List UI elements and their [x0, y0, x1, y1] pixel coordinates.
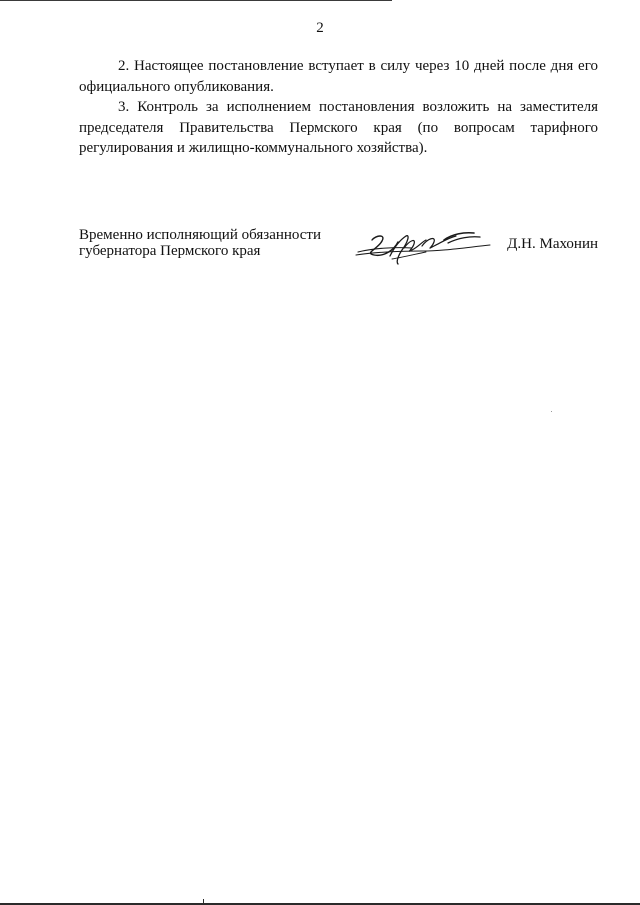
- signatory-position-line-2: губернатора Пермского края: [79, 243, 261, 259]
- signatory-name: Д.Н. Махонин: [507, 236, 598, 252]
- paragraph-3: 3. Контроль за исполнением постановления возложить на заместителя председателя Правительства Пермского края (по вопросам тарифного регулирования и жилищно-коммунального хозяйства).: [79, 99, 598, 156]
- signatory-position: [79, 227, 321, 259]
- signatory-position-line-1: Временно исполняющий обязанности: [79, 227, 322, 243]
- page-number: 2: [316, 20, 324, 36]
- document-body: [79, 56, 598, 159]
- scan-speck: [551, 411, 552, 412]
- scan-edge-bottom-tick: [203, 899, 204, 905]
- scan-edge-top: [0, 0, 392, 1]
- handwritten-signature-icon: [352, 226, 492, 266]
- paragraph-2: 2. Настоящее постановление вступает в силу через 10 дней после дня его официального опубликования.: [79, 58, 598, 95]
